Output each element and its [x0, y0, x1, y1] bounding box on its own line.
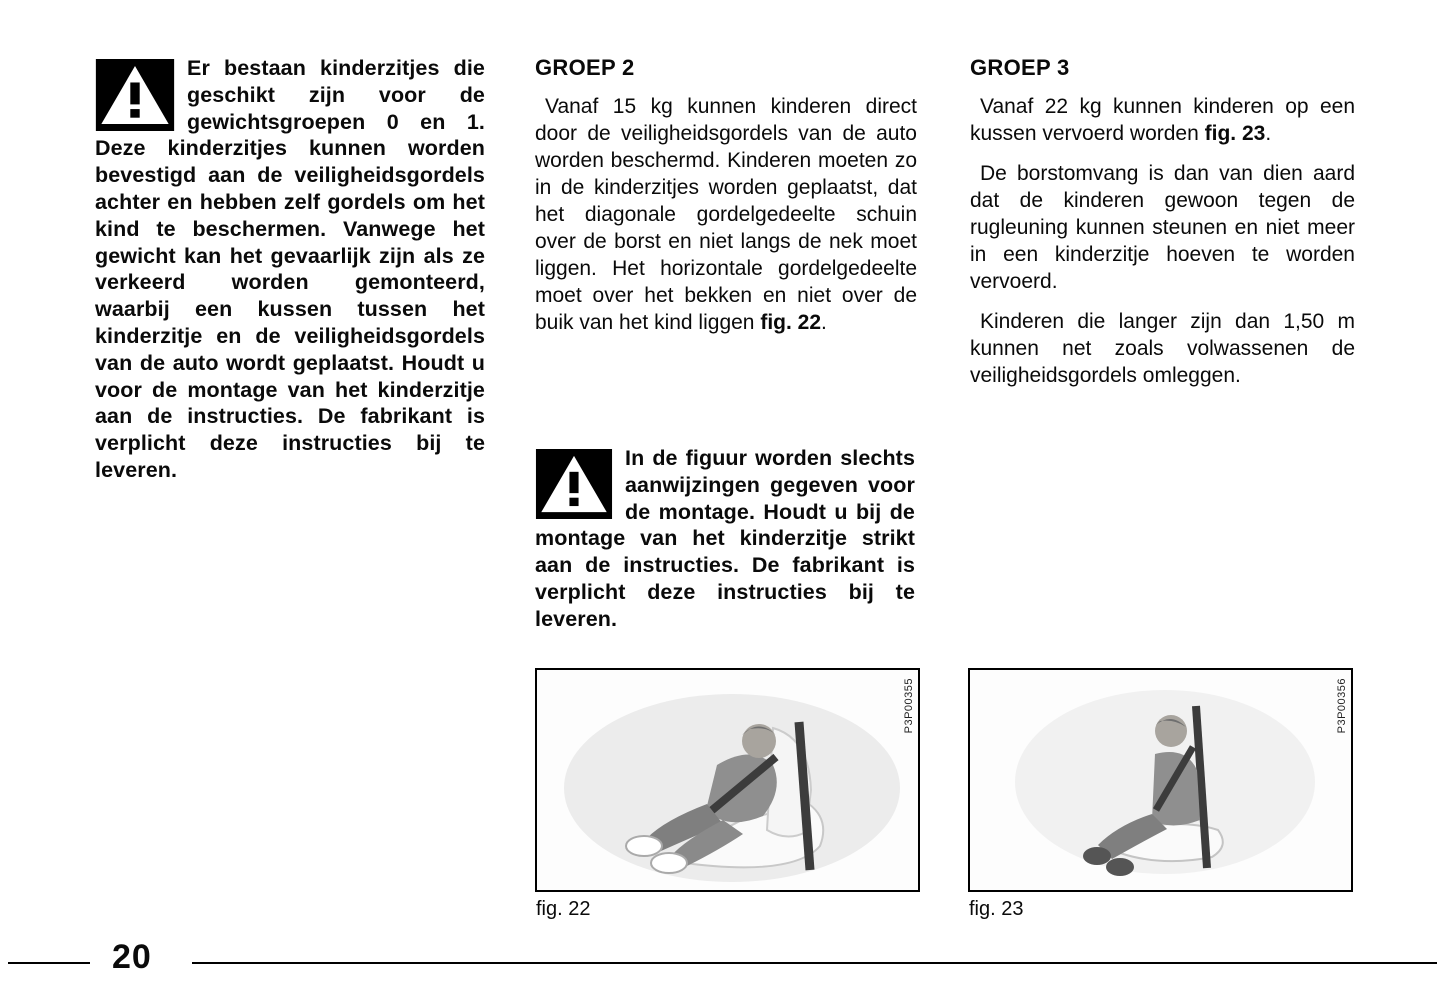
figure-22-code: P3P00355	[903, 678, 915, 734]
fig23-reference: fig. 23	[1204, 122, 1266, 145]
warning-paragraph-1	[95, 55, 485, 484]
groep3-paragraph1-end: .	[1265, 122, 1272, 145]
warning-triangle-icon	[535, 449, 613, 519]
groep3-paragraph1-text: Vanaf 22 kg kunnen kinderen op een kussen vervoerd worden	[970, 95, 1355, 145]
figure-22-caption: fig. 22	[536, 898, 591, 920]
warning-triangle-icon	[95, 59, 175, 131]
column-1	[95, 55, 485, 484]
groep2-paragraph-1	[535, 93, 917, 336]
warning-paragraph-2	[535, 445, 915, 633]
groep2-paragraph-text: Vanaf 15 kg kunnen kinderen direct door de veiligheidsgordels van de auto worden beschermd. Kinderen moeten zo in de kinderzitjes worden geplaatst, dat het diagonale gordelgedeelte schuin over de borst en niet langs de nek moet liggen. Het horizontale gordelgedeelte moet over het bekken en niet over de buik van het kind liggen	[535, 95, 917, 334]
warning-text: In de figuur worden slechts aanwijzingen gegeven voor de montage. Houdt u bij de montage van het kinderzitje strikt aan de instructies. De fabrikant is verplicht deze instructies bij te leveren.	[535, 446, 915, 631]
page-number: 20	[112, 938, 152, 976]
figure-23	[968, 668, 1353, 892]
groep3-paragraph-2: De borstomvang is dan van dien aard dat de kinderen gewoon tegen de rugleuning kunnen steunen en niet meer in een kinderzitje hoeven te worden vervoerd.	[970, 162, 1355, 293]
figure-22-photo	[537, 670, 918, 890]
groep3-heading: GROEP 3	[970, 55, 1070, 80]
figure-23-code: P3P00356	[1336, 678, 1348, 734]
column-2	[535, 55, 917, 336]
column-3	[970, 55, 1355, 389]
figure-22	[535, 668, 920, 892]
groep3-paragraph-1	[970, 93, 1355, 147]
groep2-paragraph-end: .	[821, 311, 827, 334]
warning-text: Er bestaan kinderzitjes die geschikt zijn voor de gewichtsgroepen 0 en 1. Deze kinderzitjes kunnen worden bevestigd aan de veiligheidsgordels achter en hebben zelf gordels om het kind te beschermen. Vanwege het gewicht kan het gevaarlijk zijn als ze verkeerd worden gemonteerd, waarbij een kussen tussen het kinderzitje en de veiligheidsgordels van de auto wordt geplaatst. Houdt u voor de montage van het kinderzitje aan de instructies. De fabrikant is verplicht deze instructies bij te leveren.	[95, 56, 485, 482]
figure-23-photo	[970, 670, 1351, 890]
figure-23-caption: fig. 23	[969, 898, 1024, 920]
groep3-paragraph-3: Kinderen die langer zijn dan 1,50 m kunnen net zoals volwassenen de veiligheidsgordels omleggen.	[970, 310, 1355, 387]
footer-rule-left	[8, 962, 90, 964]
fig22-reference: fig. 22	[760, 311, 822, 334]
footer-rule-right	[192, 962, 1437, 964]
column-2-warning	[535, 445, 915, 633]
groep2-heading: GROEP 2	[535, 55, 635, 80]
